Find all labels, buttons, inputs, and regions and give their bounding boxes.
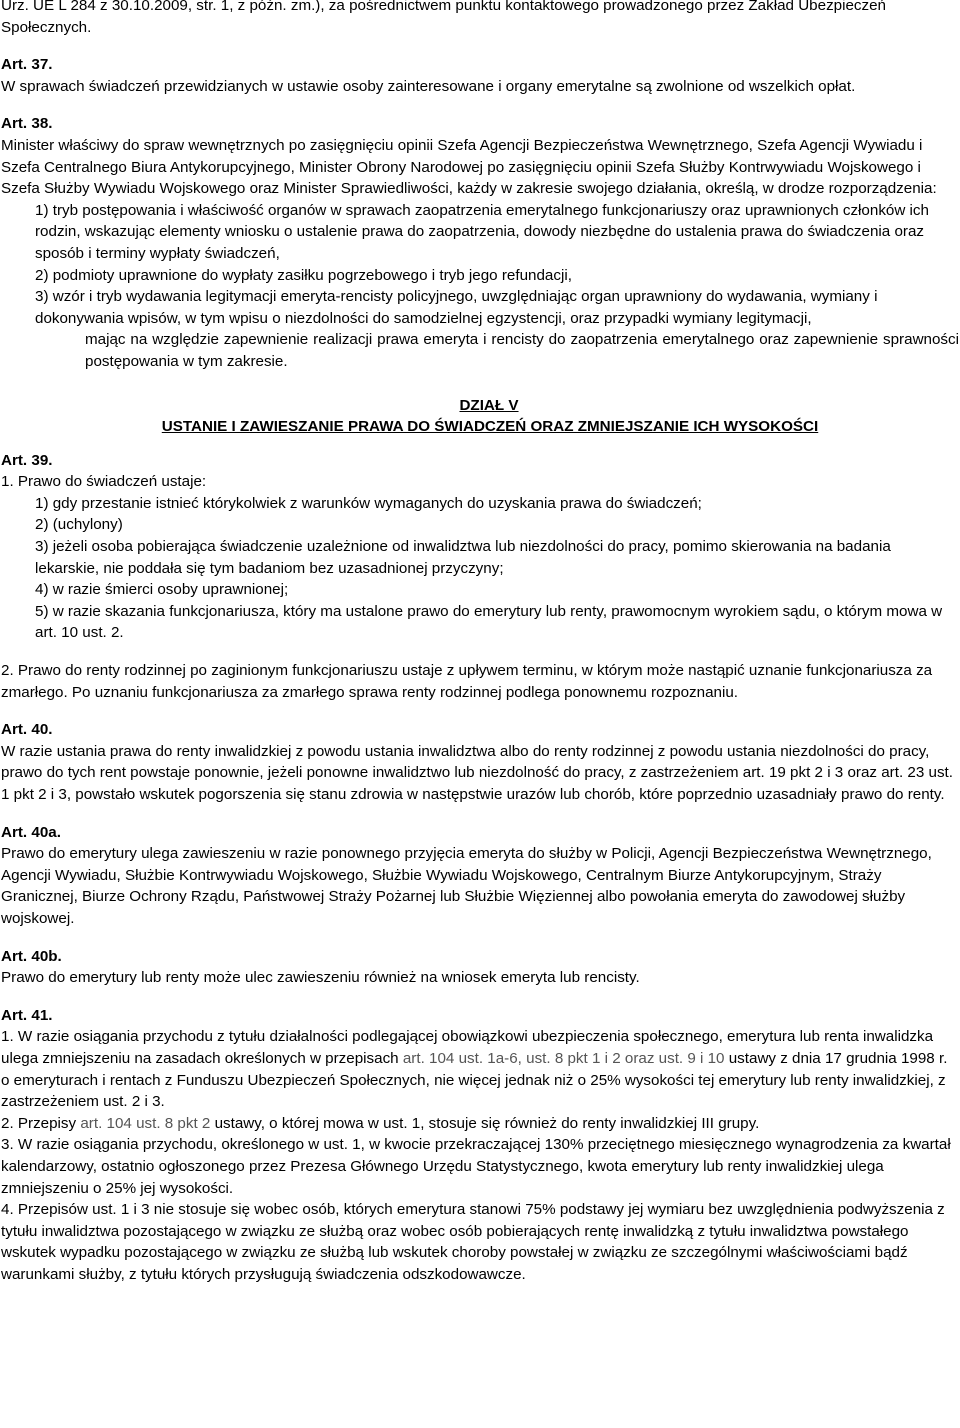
article-39-item-3: 3) jeżeli osoba pobierająca świadczenie uzależnione od inwalidztwa lub niezdolności do pracy, pomimo skierowania na badania lekarskie, nie poddała się tym badaniom bez uzasadnionej przyczyny; bbox=[35, 538, 891, 577]
article-41-title: Art. 41. bbox=[1, 1006, 53, 1024]
article-39-title: Art. 39. bbox=[1, 451, 53, 469]
article-37-title: Art. 37. bbox=[1, 56, 53, 74]
article-40a-text: Prawo do emerytury ulega zawieszeniu w razie ponownego przyjęcia emeryta do służby w Policji, Agencji Bezpieczeństwa Wewnętrznego, Agencji Wywiadu, Służbie Kontrwywiadu Wojskowego, Służbie Wywiadu Wojskowego, Centralnym Biurze Antykorupcyjnym, Straży Granicznej, Biurze Ochrony Rządu, Państwowej Straży Pożarnej lub Służbie Więziennej albo powołania emeryta do zawodowej służby wojskowej. bbox=[1, 845, 932, 927]
article-39-item-1: 1) gdy przestanie istnieć którykolwiek z warunków wymaganych do uzyskania prawa do świadczeń; bbox=[35, 494, 702, 512]
article-38-item-1: 1) tryb postępowania i właściwość organów w sprawach zaopatrzenia emerytalnego funkcjonariuszy oraz uprawnionych członków ich rodzin, wskazując elementy wniosku o ustalenie prawa do zaopatrzenia, dowody niezbędne do ustalenia prawa do świadczenia oraz sposób i terminy wypłaty świadczeń, bbox=[35, 201, 929, 262]
article-41-para-4: 4. Przepisów ust. 1 i 3 nie stosuje się wobec osób, których emerytura stanowi 75% podstawy jej wymiaru bez uwzględnienia podwyższenia z tytułu inwalidztwa pozostającego w związku ze służbą oraz wobec osób pobierających rentę inwalidzką z tytułu inwalidztwa powstałego wskutek wypadku pozostającego w związku ze służbą lub wskutek choroby powstałej w związku ze szczególnymi właściwościami bądź warunkami służby, z tytułu których przysługują świadczenia odszkodowawcze. bbox=[1, 1201, 945, 1283]
article-41-para-2-start: 2. Przepisy bbox=[1, 1114, 81, 1132]
article-41-para-2-end: ustawy, o której mowa w ust. 1, stosuje się również do renty inwalidzkiej III grupy. bbox=[210, 1114, 760, 1132]
article-39-para-2: 2. Prawo do renty rodzinnej po zaginionym funkcjonariuszu ustaje z upływem terminu, w którym może nastąpić uznanie funkcjonariusza za zmarłego. Po uznaniu funkcjonariusza za zmarłego sprawa renty rodzinnej podlega ponownemu rozpoznaniu. bbox=[1, 662, 933, 701]
article-41-para-3: 3. W razie osiągania przychodu, określonego w ust. 1, w kwocie przekraczającej 130% przeciętnego miesięcznego wynagrodzenia za kwartał kalendarzowy, ostatnio ogłoszonego przez Prezesa Głównego Urzędu Statystycznego, kwota emerytury lub renty inwalidzkiej ulega zmniejszeniu o 25% jej wysokości. bbox=[1, 1136, 951, 1197]
article-41-para-1-start: 1. W razie osiągania przychodu z tytułu działalności podlegającej obowiązkowi ubezpieczenia społecznego, emerytura lub renta inwalidzka ulega zmniejszeniu na zasadach określonych w przepisach bbox=[1, 1028, 934, 1067]
article-37-text: W sprawach świadczeń przewidzianych w ustawie osoby zainteresowane i organy emerytalne są zwolnione od wszelkich opłat. bbox=[1, 77, 856, 95]
article-41-para-1-reference: art. 104 ust. 1a-6, ust. 8 pkt 1 i 2 oraz ust. 9 i 10 bbox=[402, 1049, 725, 1067]
article-41-para-2 bbox=[1, 1113, 959, 1135]
article-41-para-2-reference: art. 104 ust. 8 pkt 2 bbox=[80, 1114, 211, 1132]
article-38-title: Art. 38. bbox=[1, 115, 53, 133]
article-41-para-1-end: ustawy z dnia 17 grudnia 1998 r. o emeryturach i rentach z Funduszu Ubezpieczeń Społecznych, nie więcej jednak niż o 25% wysokości tej emerytury lub renty inwalidzkiej, z zastrzeżeniem ust. 2 i 3. bbox=[1, 1049, 948, 1111]
article-40b-text: Prawo do emerytury lub renty może ulec zawieszeniu również na wniosek emeryta lub rencisty. bbox=[1, 969, 640, 987]
article-39-item-5: 5) w razie skazania funkcjonariusza, który ma ustalone prawo do emerytury lub renty, prawomocnym wyrokiem sądu, o którym mowa w art. 10 ust. 2. bbox=[35, 602, 943, 642]
article-38-item-3: 3) wzór i tryb wydawania legitymacji emeryta-rencisty policyjnego, uwzględniając organ uprawniony do wydawania, wymiany i dokonywania wpisów, w tym wpisu o niezdolności do samodzielnej egzystencji, oraz przypadki wymiany legitymacji, bbox=[35, 288, 878, 327]
article-38-text: Minister właściwy do spraw wewnętrznych po zasięgnięciu opinii Szefa Agencji Bezpieczeństwa Wewnętrznego, Szefa Agencji Wywiadu i Szefa Centralnego Biura Antykorupcyjnego, Minister Obrony Narodowej po zasięgnięciu opinii Szefa Służby Kontrwywiadu Wojskowego i Szefa Służby Wywiadu Wojskowego oraz Minister Sprawiedliwości, każdy w zakresie swojego działania, określą, w drodze rozporządzenia: bbox=[1, 136, 937, 198]
article-39-item-4: 4) w razie śmierci osoby uprawnionej; bbox=[35, 581, 289, 599]
article-38-item-2: 2) podmioty uprawnione do wypłaty zasiłku pogrzebowego i tryb jego refundacji, bbox=[35, 266, 572, 284]
intro-paragraph: Urz. UE L 284 z 30.10.2009, str. 1, z późn. zm.), za pośrednictwem punktu kontaktowego prowadzonego przez Zakład Ubezpieczeń Społecznych. bbox=[1, 0, 887, 36]
article-39-para-1: 1. Prawo do świadczeń ustaje: bbox=[1, 473, 207, 491]
article-39-item-2: 2) (uchylony) bbox=[35, 516, 123, 534]
article-40a-title: Art. 40a. bbox=[1, 823, 61, 841]
article-40-title: Art. 40. bbox=[1, 721, 53, 739]
article-40-text: W razie ustania prawa do renty inwalidzkiej z powodu ustania inwalidztwa albo do renty rodzinnej z powodu ustania niezdolności do pracy, prawo do tych rent powstaje ponownie, jeżeli ponowne inwalidztwo lub niezdolność do pracy, z zastrzeżeniem art. 19 pkt 2 i 3 oraz art. 23 ust. 1 pkt 2 i 3, powstało wskutek pogorszenia się stanu zdrowia w następstwie urazów lub chorób, które poprzednio uzasadniały prawo do renty. bbox=[1, 742, 953, 803]
section-title: USTANIE I ZAWIESZANIE PRAWA DO ŚWIADCZEŃ ORAZ ZMNIEJSZANIE ICH WYSOKOŚCI bbox=[161, 418, 819, 436]
document-page bbox=[1, 0, 959, 1285]
article-40b-title: Art. 40b. bbox=[1, 947, 62, 965]
article-38-closing: mając na względzie zapewnienie realizacji prawa emeryta i rencisty do zaopatrzenia emerytalnego oraz zapewnienie sprawności postępowania w tym zakresie. bbox=[85, 331, 959, 370]
article-41-para-1 bbox=[1, 1026, 959, 1112]
section-label: DZIAŁ V bbox=[459, 396, 519, 414]
